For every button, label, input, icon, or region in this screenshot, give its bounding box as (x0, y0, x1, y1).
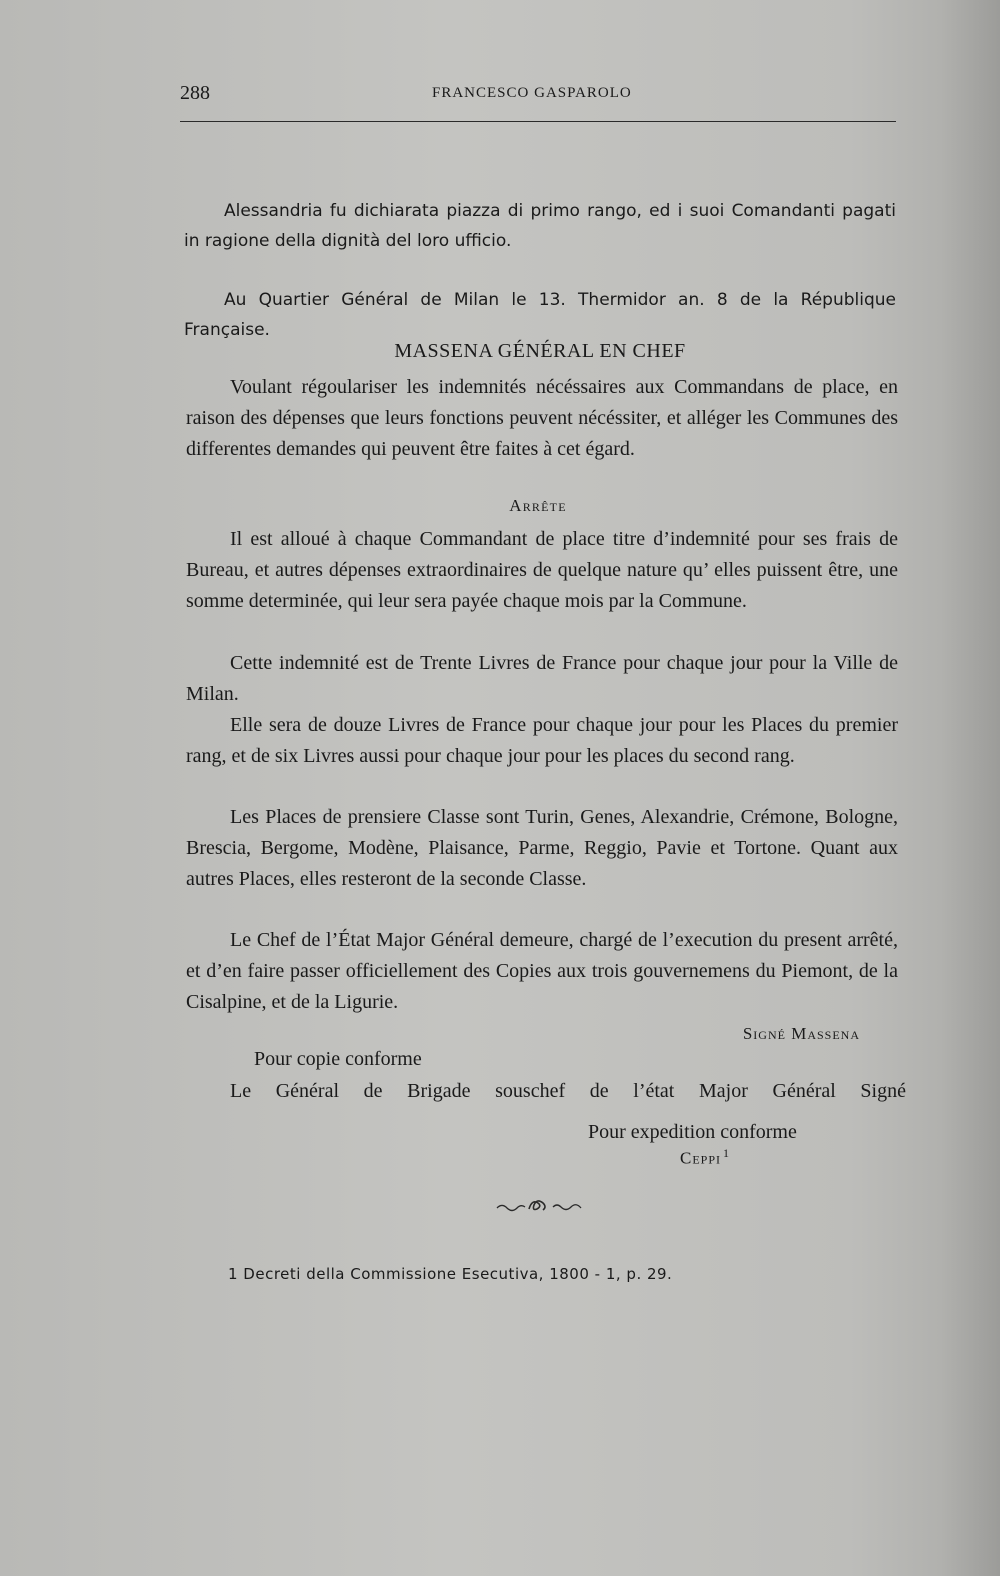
ceppi-signature (680, 1146, 730, 1169)
general-signature-line: Le Général de Brigade souschef de l’état Major Général Signé (230, 1080, 906, 1102)
page-number: 288 (180, 82, 210, 104)
massena-signature: Signé Massena (742, 1024, 860, 1043)
decree-article: Les Places de prensiere Classe sont Turin, Genes, Alexandrie, Crémone, Bologne, Brescia, Bergome, Modène, Plaisance, Parme, Reggio, Pavie et Tortone. Quant aux autres Places, elles resteront de la seconde Classe. (186, 806, 898, 890)
page-header (180, 82, 896, 112)
page-edge-shadow (940, 0, 1000, 1576)
expedition-line: Pour expedition conforme (588, 1121, 797, 1143)
ornament-icon (495, 1196, 585, 1216)
decree-heading: MASSENA GÉNÉRAL EN CHEF (394, 340, 686, 362)
ceppi-name: Ceppi (680, 1148, 722, 1168)
decree-article: Elle sera de douze Livres de France pour chaque jour pour les Places du premier rang, et de six Livres aussi pour chaque jour pour les places du second rang. (186, 714, 898, 767)
arrete-heading: Arrête (509, 496, 567, 515)
header-rule (180, 121, 896, 122)
decree-dateline: Au Quartier Général de Milan le 13. Thermidor an. 8 de la République Française. (184, 290, 896, 340)
intro-paragraph: Alessandria fu dichiarata piazza di primo rango, ed i suoi Comandanti pagati in ragione della dignità del loro ufficio. (184, 201, 896, 251)
decree-preamble: Voulant régoulariser les indemnités nécéssaires aux Commandans de place, en raison des dépenses que leurs fonctions peuvent nécéssiter, et alléger les Communes des differentes demandes qui peuvent être faites à cet égard. (186, 376, 898, 460)
footnote: 1 Decreti della Commissione Esecutiva, 1800 - 1, p. 29. (228, 1265, 673, 1283)
footnote-marker: 1 (723, 1146, 731, 1160)
copy-conformity-line: Pour copie conforme (254, 1048, 422, 1070)
running-head: FRANCESCO GASPAROLO (432, 85, 632, 101)
decree-article: Le Chef de l’État Major Général demeure, chargé de l’execution du present arrêté, et d’en faire passer officiellement des Copies aux trois gouvernemens du Piemont, de la Cisalpine, et de la Ligurie. (186, 929, 898, 1013)
decree-article: Il est alloué à chaque Commandant de place titre d’indemnité pour ses frais de Bureau, et autres dépenses extraordinaires de quelque nature qu’ elles puissent être, une somme determinée, qui leur sera payée chaque mois par la Commune. (186, 528, 898, 612)
decree-article: Cette indemnité est de Trente Livres de France pour chaque jour pour la Ville de Milan. (186, 652, 898, 705)
